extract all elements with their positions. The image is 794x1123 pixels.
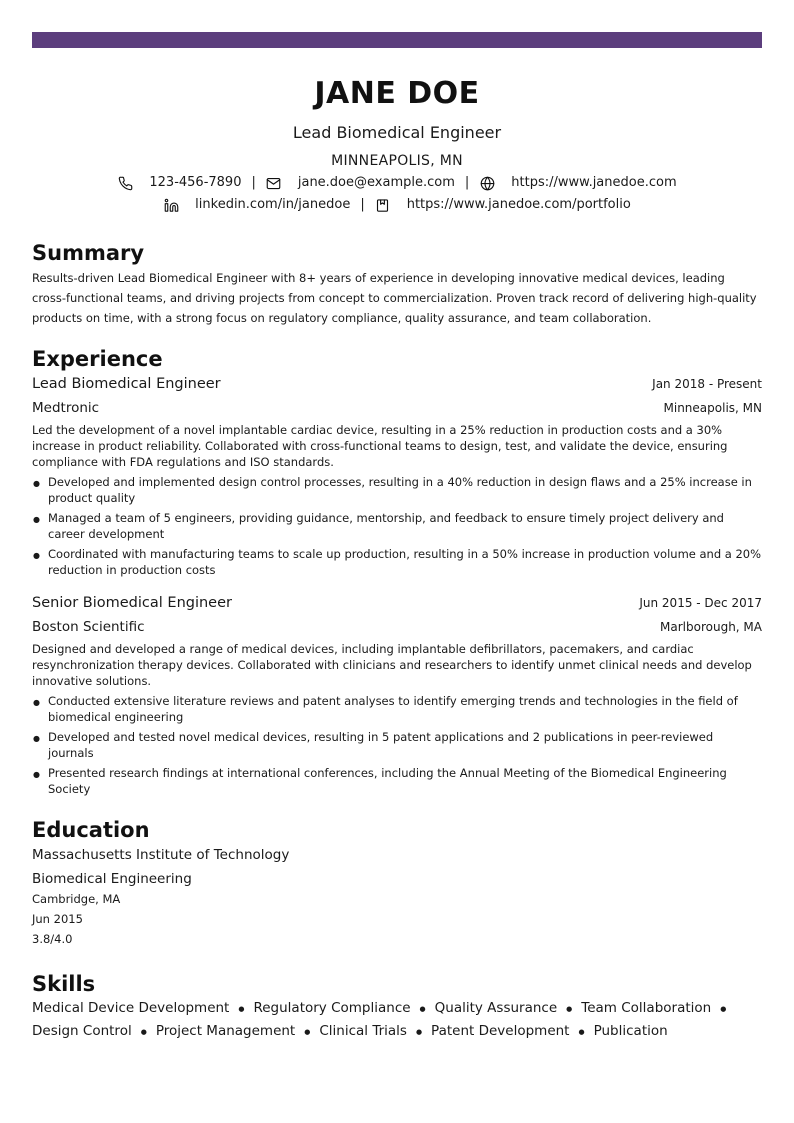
job-description: Designed and developed a range of medical devices, including implantable defibrillators, pacemakers, and cardiac resynchronization therapy devices. Collaborated with clinicians and researchers to identify unmet clinical needs and develop innovative solutions.	[32, 642, 752, 688]
portfolio-icon	[375, 197, 391, 213]
education-location: Cambridge, MA	[32, 892, 121, 906]
bullet-dot: ●	[566, 1005, 573, 1013]
experience-section	[32, 346, 762, 797]
separator: |	[360, 197, 365, 212]
skill-item: Patent Development	[431, 1023, 570, 1039]
summary-section	[32, 240, 762, 328]
education-heading: Education	[32, 818, 150, 842]
bullet-dot: ●	[578, 1028, 585, 1036]
job-entry	[32, 374, 762, 578]
job-description: Led the development of a novel implantable cardiac device, resulting in a 25% reduction in production costs and a 30% increase in product reliability. Collaborated with cross-functional teams to design, test, and validate the device, ensuring compliance with FDA regulations and ISO standards.	[32, 423, 728, 469]
portfolio-text: https://www.janedoe.com/portfolio	[406, 197, 631, 212]
job-entry	[32, 593, 762, 797]
resume-page	[32, 32, 762, 1043]
separator: |	[464, 175, 470, 190]
bullet-dot: ●	[415, 1028, 423, 1036]
candidate-location: MINNEAPOLIS, MN	[331, 153, 463, 169]
job-dates: Jan 2018 - Present	[652, 377, 762, 391]
website-text: https://www.janedoe.com	[511, 175, 677, 190]
job-role: Lead Biomedical Engineer	[32, 376, 221, 392]
skill-item: Clinical Trials	[319, 1023, 407, 1039]
job-bullets	[32, 474, 762, 578]
list-item: ● Coordinated with manufacturing teams to scale up production, resulting in a 50% increase in production volume and a 20% reduction in production costs	[32, 546, 762, 578]
list-item: ● Conducted extensive literature reviews and patent analyses to identify emerging trends and technologies in the field of biomedical engineering	[32, 693, 762, 725]
job-location: Marlborough, MA	[660, 620, 762, 634]
job-bullets	[32, 693, 762, 797]
skill-item: Project Management	[155, 1023, 296, 1039]
linkedin-text: linkedin.com/in/janedoe	[195, 197, 351, 212]
contact-website[interactable]	[479, 174, 676, 192]
summary-text: Results-driven Lead Biomedical Engineer with 8+ years of experience in developing innovative medical devices, leading cross-functional teams, and driving projects from concept to commercialization. Proven track record of delivering high-quality products on time, with a strong focus on regulatory compliance, quality assurance, and team collaboration.	[32, 271, 757, 325]
globe-icon	[479, 175, 495, 191]
email-text: jane.doe@example.com	[297, 175, 455, 190]
education-section	[32, 817, 762, 949]
skills-section	[32, 971, 762, 1043]
skill-item: Design Control	[32, 1023, 132, 1039]
linkedin-icon	[163, 197, 179, 213]
phone-text: 123-456-7890	[149, 175, 242, 190]
bullet-dot: ●	[304, 1028, 311, 1036]
experience-heading: Experience	[32, 347, 163, 371]
skill-item: Quality Assurance	[434, 1000, 558, 1016]
candidate-name: JANE DOE	[314, 76, 480, 111]
job-company: Medtronic	[32, 400, 100, 416]
job-role: Senior Biomedical Engineer	[32, 595, 232, 611]
resume-header	[32, 76, 762, 214]
accent-bar	[32, 32, 762, 48]
education-date: Jun 2015	[32, 912, 83, 926]
skills-heading: Skills	[32, 972, 96, 996]
skill-item: Publication	[593, 1023, 668, 1039]
contact-row-1	[32, 174, 762, 192]
list-item: ● Managed a team of 5 engineers, providing guidance, mentorship, and feedback to ensure timely project delivery and career development	[32, 510, 762, 542]
phone-icon	[117, 175, 133, 191]
skills-row-1	[32, 997, 762, 1020]
contact-phone[interactable]	[117, 174, 241, 192]
candidate-title: Lead Biomedical Engineer	[292, 123, 502, 142]
separator: |	[251, 175, 256, 190]
skill-item: Regulatory Compliance	[253, 1000, 411, 1016]
education-degree: Biomedical Engineering	[32, 871, 192, 887]
contact-row-2	[32, 196, 762, 214]
skill-item: Team Collaboration	[581, 1000, 712, 1016]
bullet-dot: ●	[720, 1005, 727, 1013]
bullet-dot: ●	[140, 1028, 147, 1036]
mail-icon	[266, 175, 282, 191]
bullet-dot: ●	[238, 1005, 245, 1013]
contact-portfolio[interactable]	[375, 196, 631, 214]
list-item: ● Presented research findings at international conferences, including the Annual Meeting of the Biomedical Engineering Society	[32, 765, 762, 797]
job-location: Minneapolis, MN	[663, 401, 762, 415]
education-gpa: 3.8/4.0	[32, 932, 73, 946]
skills-row-2	[32, 1020, 762, 1043]
contact-linkedin[interactable]	[163, 196, 350, 214]
education-school: Massachusetts Institute of Technology	[32, 847, 290, 863]
summary-heading: Summary	[32, 241, 145, 265]
job-company: Boston Scientific	[32, 619, 145, 635]
contact-email[interactable]	[266, 174, 455, 192]
skill-item: Medical Device Development	[32, 1000, 230, 1016]
list-item: ● Developed and tested novel medical devices, resulting in 5 patent applications and 2 publications in peer-reviewed journals	[32, 729, 762, 761]
bullet-dot: ●	[419, 1005, 426, 1013]
list-item: ● Developed and implemented design control processes, resulting in a 40% reduction in design flaws and a 25% increase in product quality	[32, 474, 762, 506]
job-dates: Jun 2015 - Dec 2017	[639, 596, 762, 610]
